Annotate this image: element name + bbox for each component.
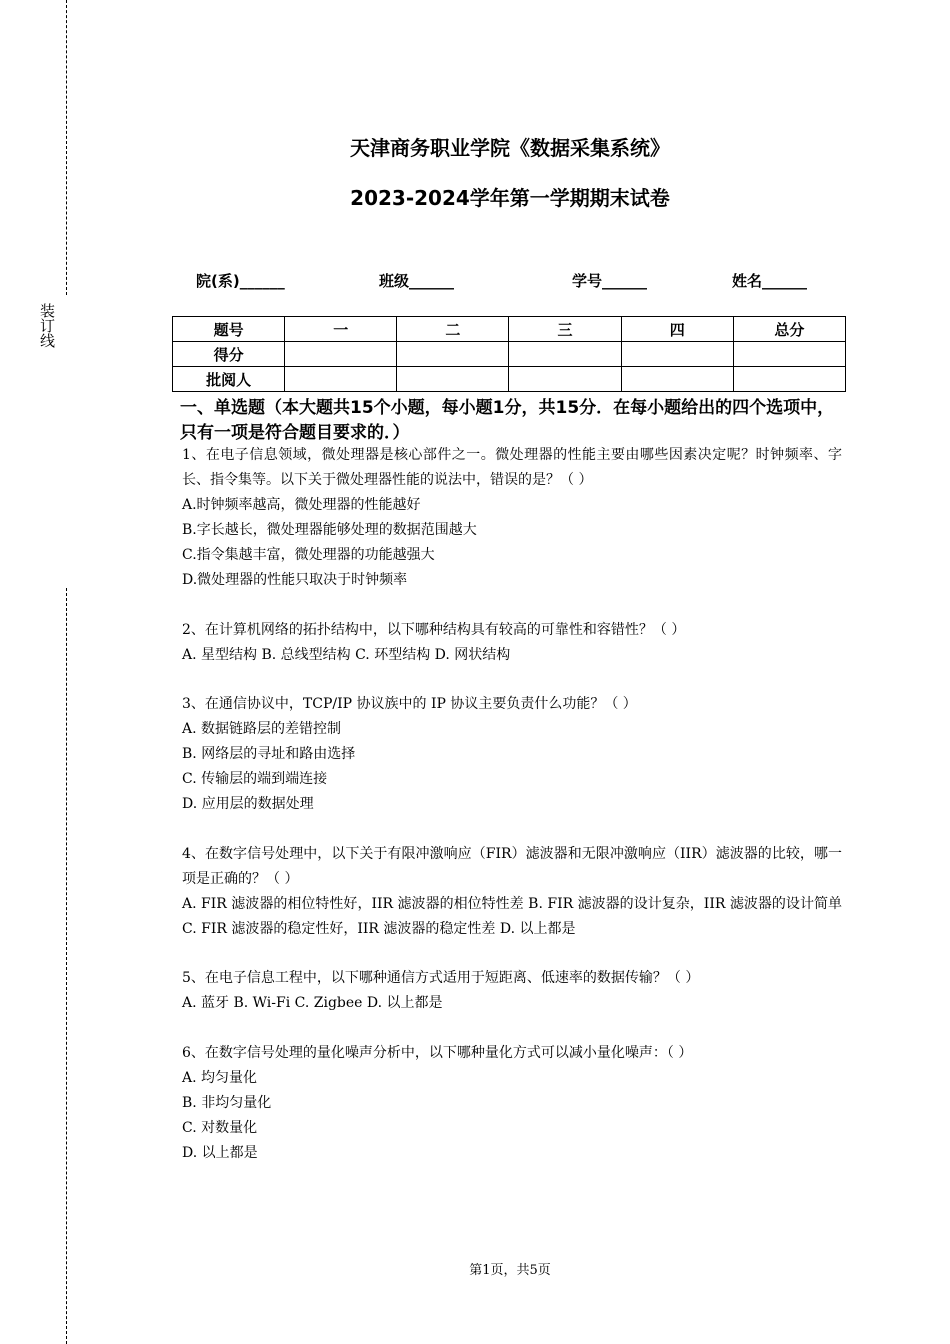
grader-cell[interactable]: [509, 367, 621, 392]
exam-subtitle: 2023-2024学年第一学期期末试卷: [350, 186, 670, 210]
question-2-options: A. 星型结构 B. 总线型结构 C. 环型结构 D. 网状结构: [182, 647, 511, 663]
question-1-stem: 1、在电子信息领域，微处理器是核心部件之一。微处理器的性能主要由哪些因素决定呢？时钟频率、字长、指令集等。以下关于微处理器性能的说法中，错误的是？（ ）: [182, 447, 842, 488]
question-5-stem: 5、在电子信息工程中，以下哪种通信方式适用于短距离、低速率的数据传输？（ ）: [182, 970, 700, 986]
page-number: 第1页，共5页: [469, 1263, 551, 1278]
question-4-options: A. FIR 滤波器的相位特性好，IIR 滤波器的相位特性差 B. FIR 滤波器的设计复杂，IIR 滤波器的设计简单 C. FIR 滤波器的稳定性好，IIR 滤波器的稳定性差 D. 以上都是: [182, 896, 842, 937]
grader-row: [173, 367, 846, 392]
question-3-option-a: A. 数据链路层的差错控制: [182, 721, 342, 737]
question-6-option-a: A. 均匀量化: [182, 1070, 258, 1086]
header-part-4: 四: [621, 317, 733, 342]
binding-line-bottom: [66, 588, 67, 1344]
department-field[interactable]: 院(系)______: [196, 272, 285, 290]
question-6-option-b: B. 非均匀量化: [182, 1095, 272, 1111]
grader-cell[interactable]: [285, 367, 397, 392]
header-total: 总分: [733, 317, 845, 342]
score-cell[interactable]: [621, 342, 733, 367]
score-table: [172, 316, 846, 392]
student-info-row: [0, 270, 950, 292]
binding-label: 装订线: [38, 303, 56, 348]
question-3-option-b: B. 网络层的寻址和路由选择: [182, 746, 356, 762]
score-row: [173, 342, 846, 367]
question-3-stem: 3、在通信协议中，TCP/IP 协议族中的 IP 协议主要负责什么功能？（ ）: [182, 696, 637, 712]
question-3-option-c: C. 传输层的端到端连接: [182, 771, 328, 787]
section-heading: 一、单选题（本大题共15个小题，每小题1分，共15分．在每小题给出的四个选项中，只有一项是符合题目要求的．）: [180, 398, 835, 443]
question-3-option-d: D. 应用层的数据处理: [182, 796, 314, 812]
score-table-header-row: [173, 317, 846, 342]
score-cell[interactable]: [397, 342, 509, 367]
question-6-stem: 6、在数字信号处理的量化噪声分析中，以下哪种量化方式可以减小量化噪声：（ ）: [182, 1045, 693, 1061]
question-5-options: A. 蓝牙 B. Wi-Fi C. Zigbee D. 以上都是: [182, 995, 443, 1011]
question-1-option-d: D.微处理器的性能只取决于时钟频率: [182, 572, 408, 588]
grader-row-label: 批阅人: [173, 367, 285, 392]
grader-cell[interactable]: [733, 367, 845, 392]
score-cell[interactable]: [285, 342, 397, 367]
question-1-option-c: C.指令集越丰富，微处理器的功能越强大: [182, 547, 435, 563]
exam-title: 天津商务职业学院《数据采集系统》: [350, 136, 670, 160]
question-4-stem: 4、在数字信号处理中，以下关于有限冲激响应（FIR）滤波器和无限冲激响应（IIR）滤波器的比较，哪一项是正确的？（ ）: [182, 846, 842, 887]
student-id-field[interactable]: 学号______: [572, 272, 648, 290]
grader-cell[interactable]: [621, 367, 733, 392]
grader-cell[interactable]: [397, 367, 509, 392]
question-6-option-d: D. 以上都是: [182, 1145, 258, 1161]
header-question-no: 题号: [173, 317, 285, 342]
question-6-option-c: C. 对数量化: [182, 1120, 258, 1136]
question-1-option-a: A.时钟频率越高，微处理器的性能越好: [182, 497, 421, 513]
score-cell[interactable]: [733, 342, 845, 367]
name-field[interactable]: 姓名______: [732, 272, 808, 290]
score-row-label: 得分: [173, 342, 285, 367]
header-part-1: 一: [285, 317, 397, 342]
class-field[interactable]: 班级______: [379, 272, 455, 290]
header-part-3: 三: [509, 317, 621, 342]
question-1-option-b: B.字长越长，微处理器能够处理的数据范围越大: [182, 522, 477, 538]
header-part-2: 二: [397, 317, 509, 342]
score-cell[interactable]: [509, 342, 621, 367]
question-2-stem: 2、在计算机网络的拓扑结构中，以下哪种结构具有较高的可靠性和容错性？（ ）: [182, 622, 686, 638]
